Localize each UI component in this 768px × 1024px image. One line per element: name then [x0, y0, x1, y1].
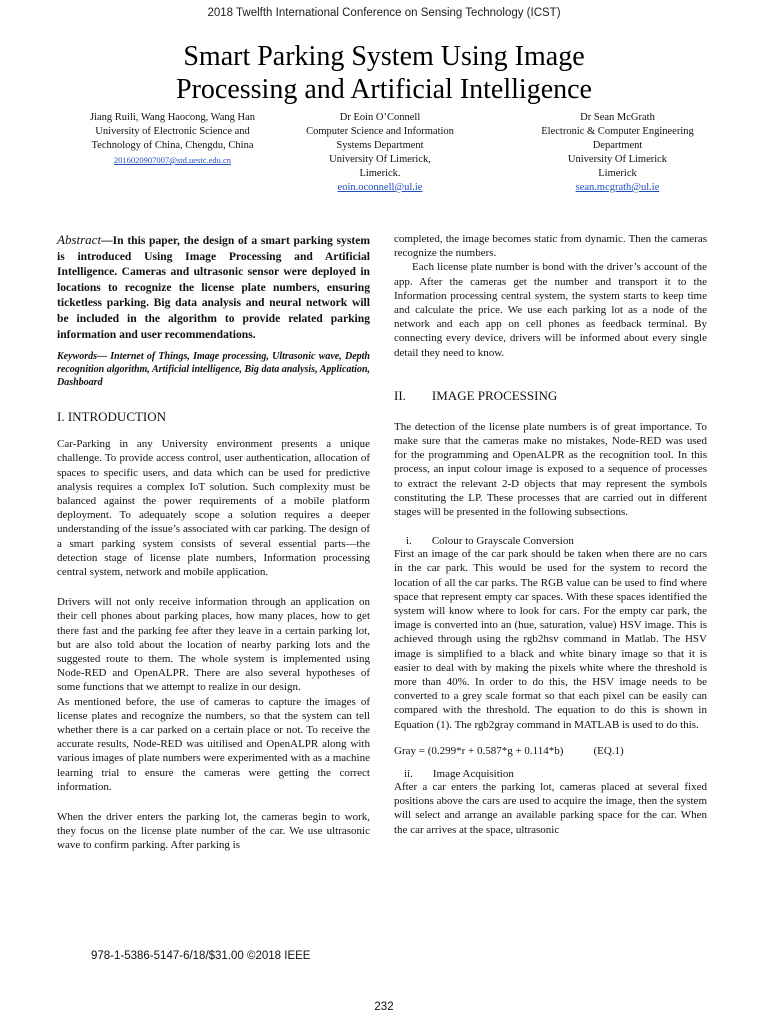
subsection-title: Colour to Grayscale Conversion [431, 535, 574, 548]
paragraph-detection: The detection of the license plate numbers is of great importance. To make sure that the cameras make no mistakes, Node-RED was used for the programming and OpenALPR as the recognition tool. In this process, an input colour image is exposed to a sequence of processes to extract the relevant 2-D objects that may represent the symbols constituting the LP. These processes that are carried out in different stages will be presented in the following subsections. [394, 420, 707, 519]
author-affiliation: Electronic & Computer Engineering [541, 126, 694, 137]
conference-header: 2018 Twelfth International Conference on Sensing Technology (ICST) [207, 7, 561, 19]
author-names: Dr Eoin O’Connell [339, 112, 421, 123]
author-affiliation: Computer Science and Information [306, 126, 454, 137]
author-affiliation: Department [592, 140, 643, 151]
keywords-lead: Keywords [57, 351, 97, 363]
author-names: Jiang Ruili, Wang Haocong, Wang Han [89, 112, 256, 123]
section-heading-image-processing [394, 388, 707, 404]
intro-paragraph-4: When the driver enters the parking lot, the cameras begin to work, they focus on the license plate number of the car. We use ultrasonic wave to confirm parking. After parking is [57, 811, 370, 852]
subsection-number: i. [406, 535, 412, 548]
author-email-link[interactable]: sean.mcgrath@ul.ie [575, 182, 660, 193]
abstract-text: —In this paper, the design of a smart parking system is introduced Using Image Processing and Artificial Intelligence. Cameras and ultrasonic sensor were deployed in locations to recognize the license plate numbers, ensuring ticketless parking. Big data analysis and neural network will be included in the algorithm to provide related parking information and user recommendations. [57, 234, 370, 341]
left-column [57, 232, 370, 853]
title-line-2: Processing and Artificial Intelligence [176, 74, 592, 105]
author-affiliation: University Of Limerick [567, 154, 668, 165]
author-block-3 [515, 111, 720, 195]
page-number: 232 [374, 1001, 394, 1013]
author-affiliation: University Of Limerick, [329, 154, 431, 165]
author-affiliation: Limerick [598, 168, 637, 179]
section-title: IMAGE PROCESSING [431, 387, 558, 403]
equation-1 [394, 744, 707, 758]
author-block-1 [70, 111, 275, 167]
footer-isbn: 978-1-5386-5147-6/18/$31.00 ©2018 IEEE [91, 950, 311, 962]
keywords [57, 350, 370, 389]
abstract-lead: Abstract [57, 232, 102, 247]
intro-paragraph-3: As mentioned before, the use of cameras to capture the images of license plates and recognize the numbers, so that the system can tell whether there is a car parked on a certain place or not. To receive the accurate results, Node-RED was uitilised and OpenALPR along with various images of plate numbers were experimented with as a machine learning trial to ensure the cameras were getting the correct information. [57, 695, 370, 793]
subsection-number: ii. [404, 767, 413, 780]
section-number: II. [394, 387, 406, 403]
right-column [394, 232, 707, 837]
author-affiliation: Systems Department [336, 140, 424, 151]
paragraph-continued: completed, the image becomes static from dynamic. Then the cameras recognize the numbers. [394, 233, 707, 260]
abstract [57, 232, 370, 342]
subsection-title: Image Acquisition [432, 767, 514, 780]
equation-label: (EQ.1) [593, 744, 624, 757]
subsection-heading-grayscale [394, 535, 707, 547]
section-heading-introduction: I. INTRODUCTION [57, 409, 167, 425]
author-names: Dr Sean McGrath [580, 112, 655, 123]
paragraph-acquisition: After a car enters the parking lot, cameras placed at several fixed positions above the cars are used to acquire the image, then the system will select and arrange an available parking space for the car. When the car arrives at the space, ultrasonic [394, 780, 707, 836]
title-line-1: Smart Parking System Using Image [183, 41, 585, 72]
paper-title [40, 40, 728, 106]
intro-paragraph-1: Car-Parking in any University environment presents a unique challenge. To provide access control, user authentication, allocation of spaces to specific users, and data which can be used for predictive analysis requires a complex IoT solution. Such complexity must be balanced against the power requirements of a mobile platform deployment. To adequately scope a solution requires a deeper understanding of the issue’s associated with car parking. The design of a smart parking system consists of several essential parts—the detection stage of license plate numbers, Information processing central system, network and mobile application. [57, 438, 370, 578]
author-affiliation: Technology of China, Chengdu, China [91, 140, 254, 151]
author-block-2 [290, 111, 470, 195]
subsection-heading-acquisition [394, 768, 707, 780]
author-email-link[interactable]: 2016020907007@std.uestc.edu.cn [113, 155, 232, 165]
intro-paragraph-2: Drivers will not only receive information through an application on their cell phones about parking places, how many places, how to get there fast and the parking fee after they leave in a certain parking lot, but are also told about the location of nearby parking lots and the suggested route to them. The whole system is implemented using Node-RED and OpenALPR. There are also several hypotheses of some functions that we attempt to realize in our design. [57, 596, 370, 694]
author-affiliation: Limerick. [359, 168, 401, 179]
author-affiliation: University of Electronic Science and [95, 126, 250, 137]
author-email-link[interactable]: eoin.oconnell@ul.ie [337, 182, 423, 193]
paragraph-license-plate: Each license plate number is bond with the driver’s account of the app. After the cameras get the number and transport it to the Information processing central system, the system starts to keep time and calculate the price. We use each parking lot as a node of the network and each app on cell phones as feedback terminal. By connecting every device, drivers will be informed about every single detail they need to know. [394, 261, 707, 359]
paragraph-grayscale: First an image of the car park should be taken when there are no cars in the car park. This would be used for the system to record the location of all the car parks. The RGB value can be used to find where space that represent empty car spaces. With these spaces identified the system will know where to look for cars. For the empty car park, the image is converted into an (hue, saturation, value) HSV image. This is achieved through using the rgb2hsv command in Matlab. The HSV image is simplified to a black and white binary image so that it is easier to deal with by making the pixels white where the threshold is more than 40%. In order to do this, the HSV image needs to be converted to a grey scale format so that each pixel can be easily can compared with the threshold. The equation to do this is shown in Equation (1). The rgb2gray command in MATLAB is used to do this. [394, 548, 707, 731]
keywords-text: — Internet of Things, Image processing, Ultrasonic wave, Depth recognition algorithm, Artificial intelligence, Big data analysis, Application, Dashboard [57, 351, 370, 389]
equation-formula: Gray = (0.299*r + 0.587*g + 0.114*b) [394, 744, 564, 757]
